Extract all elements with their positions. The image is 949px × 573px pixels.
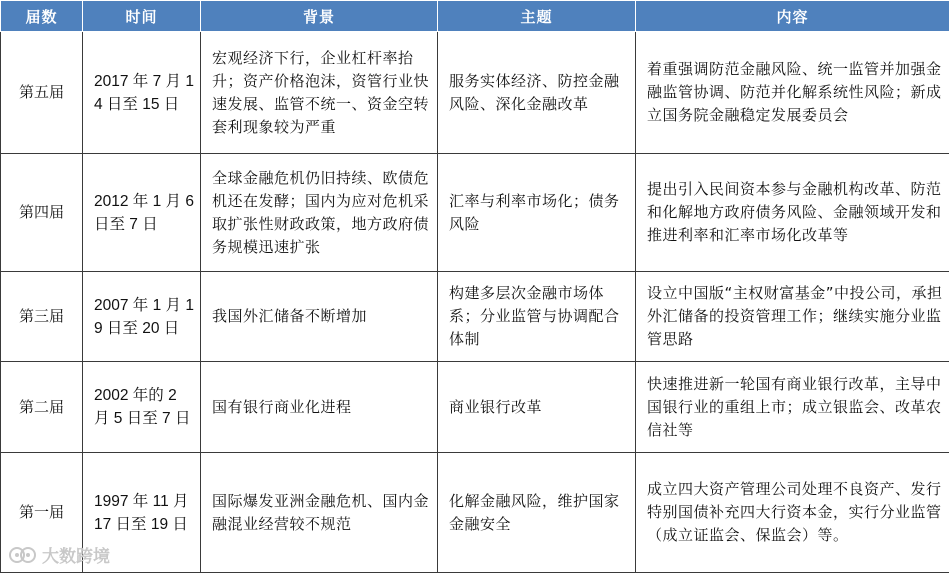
watermark-logo-icon: [8, 545, 38, 565]
content-cell: 成立四大资产管理公司处理不良资产、发行特别国债补充四大行资本金，实行分业监管（成立证监会、保监会）等。: [636, 453, 949, 573]
table-row: [1, 362, 949, 453]
background-cell: 全球金融危机仍旧持续、欧债危机还在发酵；国内为应对危机采取扩张性财政政策，地方政府债务规模迅速扩张: [201, 154, 438, 272]
background-cell: 宏观经济下行，企业杠杆率抬升；资产价格泡沫，资管行业快速发展、监管不统一、资金空转套利现象较为严重: [201, 32, 438, 154]
header-theme: 主题: [438, 1, 636, 32]
background-cell: 国有银行商业化进程: [201, 362, 438, 453]
theme-cell: 商业银行改革: [438, 362, 636, 453]
background-cell: 我国外汇储备不断增加: [201, 272, 438, 362]
session-cell: 第四届: [1, 154, 83, 272]
content-cell: 提出引入民间资本参与金融机构改革、防范和化解地方政府债务风险、金融领域开发和推进利率和汇率市场化改革等: [636, 154, 949, 272]
session-cell: 第五届: [1, 32, 83, 154]
content-cell: 设立中国版“主权财富基金”中投公司，承担外汇储备的投资管理工作；继续实施分业监管思路: [636, 272, 949, 362]
time-cell: 2007 年 1 月 19 日至 20 日: [83, 272, 201, 362]
theme-cell: 化解金融风险，维护国家金融安全: [438, 453, 636, 573]
time-cell: 2002 年的 2 月 5 日至 7 日: [83, 362, 201, 453]
session-cell: 第二届: [1, 362, 83, 453]
background-cell: 国际爆发亚洲金融危机、国内金融混业经营较不规范: [201, 453, 438, 573]
time-cell: 2012 年 1 月 6 日至 7 日: [83, 154, 201, 272]
theme-cell: 构建多层次金融市场体系；分业监管与协调配合体制: [438, 272, 636, 362]
content-cell: 着重强调防范金融风险、统一监管并加强金融监管协调、防范并化解系统性风险；新成立国务院金融稳定发展委员会: [636, 32, 949, 154]
theme-cell: 服务实体经济、防控金融风险、深化金融改革: [438, 32, 636, 154]
table-row: [1, 272, 949, 362]
watermark: [8, 542, 110, 567]
table-row: [1, 453, 949, 573]
header-time: 时间: [83, 1, 201, 32]
header-session: 届数: [1, 1, 83, 32]
table-row: [1, 32, 949, 154]
header-content: 内容: [636, 1, 949, 32]
content-cell: 快速推进新一轮国有商业银行改革，主导中国银行业的重组上市；成立银监会、改革农信社等: [636, 362, 949, 453]
table-row: [1, 154, 949, 272]
time-cell: 2017 年 7 月 14 日至 15 日: [83, 32, 201, 154]
header-background: 背景: [201, 1, 438, 32]
header-row: [1, 1, 949, 32]
session-cell: 第一届: [1, 453, 83, 573]
theme-cell: 汇率与利率市场化；债务风险: [438, 154, 636, 272]
session-cell: 第三届: [1, 272, 83, 362]
watermark-text: 大数跨境: [42, 547, 110, 567]
time-cell: 1997 年 11 月 17 日至 19 日: [83, 453, 201, 573]
